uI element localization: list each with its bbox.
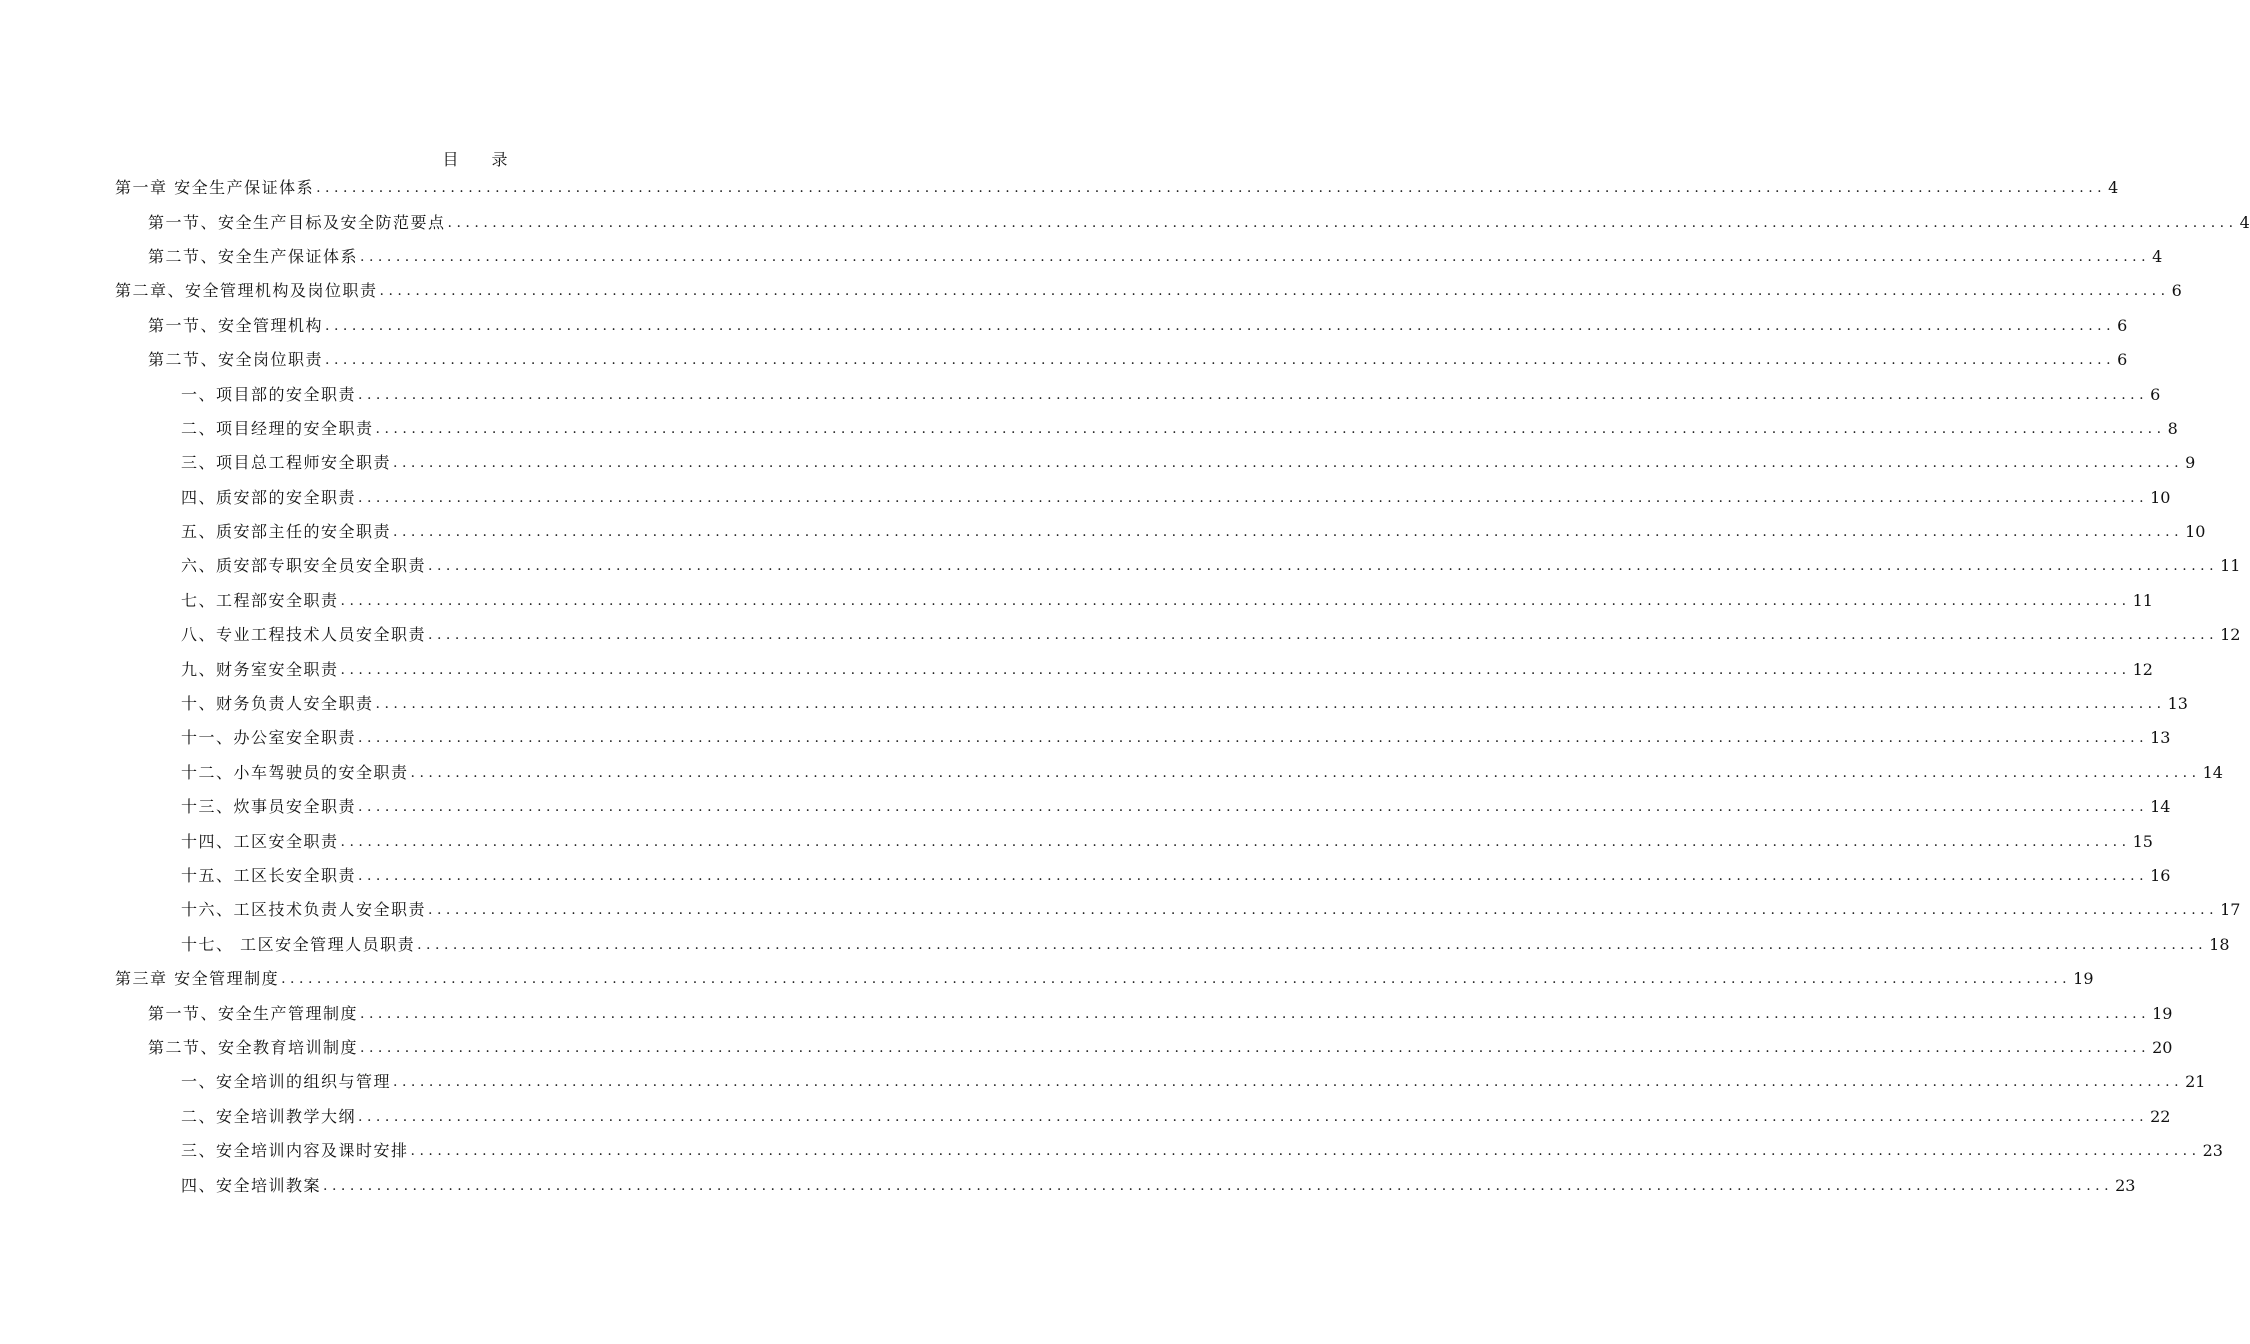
toc-page-number: 16 bbox=[2150, 866, 2171, 885]
toc-entry[interactable] bbox=[0, 481, 2171, 515]
dot-leader: ........................................................................................................................................................................................................ bbox=[340, 661, 2131, 678]
toc-entry[interactable] bbox=[0, 893, 2241, 927]
dot-leader: ........................................................................................................................................................................................................ bbox=[410, 1143, 2201, 1160]
toc-entry[interactable] bbox=[0, 515, 2206, 549]
toc-page-number: 12 bbox=[2220, 625, 2241, 645]
toc-page-number: 19 bbox=[2152, 1003, 2173, 1023]
dot-leader: ........................................................................................................................................................................................................ bbox=[393, 1074, 2184, 1091]
toc-entry[interactable] bbox=[0, 1100, 2171, 1134]
toc-entry[interactable] bbox=[0, 756, 2223, 790]
toc-page-number: 23 bbox=[2202, 1141, 2223, 1161]
toc-page-number: 23 bbox=[2115, 1175, 2136, 1195]
toc-entry-text: 第三章 安全管理制度 bbox=[115, 969, 280, 989]
toc-page-number: 21 bbox=[2185, 1072, 2206, 1092]
toc-page-number: 13 bbox=[2150, 728, 2171, 748]
toc-entry-text: 九、财务室安全职责 bbox=[181, 659, 339, 679]
toc-entry-text: 四、安全培训教案 bbox=[181, 1175, 322, 1195]
dot-leader: ........................................................................................................................................................................................................ bbox=[360, 248, 2151, 265]
toc-page-number: 4 bbox=[2108, 178, 2119, 198]
toc-entry-text: 八、专业工程技术人员安全职责 bbox=[181, 625, 427, 645]
toc-entry-text: 四、质安部的安全职责 bbox=[181, 487, 357, 507]
dot-leader: ........................................................................................................................................................................................................ bbox=[325, 317, 2116, 334]
toc-entry[interactable] bbox=[0, 309, 2128, 343]
toc-page-number: 22 bbox=[2150, 1106, 2171, 1126]
toc-entry-text: 三、项目总工程师安全职责 bbox=[181, 453, 392, 473]
dot-leader: ........................................................................................................................................................................................................ bbox=[358, 386, 2149, 403]
toc-entry-text: 第二节、安全教育培训制度 bbox=[148, 1037, 359, 1057]
toc-entry[interactable] bbox=[0, 240, 2163, 274]
toc-entry[interactable] bbox=[0, 1134, 2223, 1168]
toc-entry-text: 第一节、安全生产目标及安全防范要点 bbox=[148, 212, 446, 232]
toc-entry-text: 五、质安部主任的安全职责 bbox=[181, 522, 392, 542]
toc-entry[interactable] bbox=[0, 996, 2173, 1030]
dot-leader: ........................................................................................................................................................................................................ bbox=[340, 592, 2131, 609]
toc-entry-text: 第二节、安全岗位职责 bbox=[148, 350, 324, 370]
toc-page-number: 15 bbox=[2132, 831, 2153, 851]
dot-leader: ........................................................................................................................................................................................................ bbox=[393, 524, 2184, 541]
toc-page-number: 18 bbox=[2209, 934, 2230, 954]
toc-entry[interactable] bbox=[0, 584, 2153, 618]
dot-leader: ........................................................................................................................................................................................................ bbox=[358, 868, 2149, 884]
dot-leader: ........................................................................................................................................................................................................ bbox=[323, 1177, 2114, 1194]
toc-entry-text: 七、工程部安全职责 bbox=[181, 590, 339, 610]
dot-leader: ........................................................................................................................................................................................................ bbox=[375, 420, 2166, 437]
toc-entry-text: 三、安全培训内容及课时安排 bbox=[181, 1141, 409, 1161]
toc-entry-text: 第二节、安全生产保证体系 bbox=[148, 246, 359, 266]
dot-leader: ........................................................................................................................................................................................................ bbox=[379, 283, 2170, 300]
toc-entry-text: 十一、办公室安全职责 bbox=[181, 728, 357, 748]
toc-entry[interactable] bbox=[0, 343, 2128, 377]
toc-entry[interactable] bbox=[0, 721, 2171, 755]
dot-leader: ........................................................................................................................................................................................................ bbox=[360, 1039, 2151, 1056]
dot-leader: ........................................................................................................................................................................................................ bbox=[340, 833, 2131, 850]
dot-leader: ........................................................................................................................................................................................................ bbox=[358, 799, 2149, 816]
toc-entry[interactable] bbox=[0, 1031, 2173, 1065]
toc-page-number: 6 bbox=[2150, 384, 2161, 404]
toc-entry-text: 二、项目经理的安全职责 bbox=[181, 418, 374, 438]
toc-entry[interactable] bbox=[0, 171, 2119, 205]
toc-title: 目 录 bbox=[442, 150, 522, 169]
toc-entry[interactable] bbox=[0, 962, 2094, 996]
toc-page-number: 12 bbox=[2132, 659, 2153, 679]
toc-entry-text: 十六、工区技术负责人安全职责 bbox=[181, 900, 427, 920]
dot-leader: ........................................................................................................................................................................................................ bbox=[325, 352, 2116, 369]
toc-page-number: 8 bbox=[2167, 418, 2178, 438]
toc-entry-text: 十、财务负责人安全职责 bbox=[181, 694, 374, 714]
toc-entry-text: 第一节、安全管理机构 bbox=[148, 315, 324, 335]
toc-entry[interactable] bbox=[0, 274, 2182, 308]
toc-entry-text: 第一节、安全生产管理制度 bbox=[148, 1003, 359, 1023]
toc-page-number: 9 bbox=[2185, 453, 2196, 473]
toc-entry[interactable] bbox=[0, 928, 2230, 962]
toc-entry[interactable] bbox=[0, 1065, 2206, 1099]
toc-page-number: 14 bbox=[2150, 797, 2171, 817]
dot-leader: ........................................................................................................................................................................................................ bbox=[358, 730, 2149, 747]
toc-page-number: 6 bbox=[2117, 350, 2128, 370]
dot-leader: ........................................................................................................................................................................................................ bbox=[428, 902, 2219, 919]
toc-page-number: 11 bbox=[2132, 590, 2153, 610]
toc-page-number: 6 bbox=[2171, 281, 2182, 301]
dot-leader: ........................................................................................................................................................................................................ bbox=[417, 936, 2208, 953]
toc-entry-text: 十三、炊事员安全职责 bbox=[181, 797, 357, 817]
toc-entry[interactable] bbox=[0, 446, 2196, 480]
toc-entry[interactable] bbox=[0, 549, 2241, 583]
dot-leader: ........................................................................................................................................................................................................ bbox=[281, 971, 2072, 988]
toc-entry[interactable] bbox=[0, 205, 2250, 239]
toc-entry[interactable] bbox=[0, 1168, 2136, 1202]
toc-page-number: 4 bbox=[2239, 212, 2250, 232]
toc-page-number: 17 bbox=[2220, 900, 2241, 920]
toc-entry[interactable] bbox=[0, 687, 2188, 721]
toc-entry-text: 十二、小车驾驶员的安全职责 bbox=[181, 762, 409, 782]
toc-entry[interactable] bbox=[0, 412, 2178, 446]
toc-entry[interactable] bbox=[0, 377, 2161, 411]
dot-leader: ........................................................................................................................................................................................................ bbox=[360, 1005, 2151, 1022]
toc-page-number: 6 bbox=[2117, 315, 2128, 335]
dot-leader: ........................................................................................................................................................................................................ bbox=[428, 558, 2219, 575]
dot-leader: ........................................................................................................................................................................................................ bbox=[358, 1108, 2149, 1125]
table-of-contents bbox=[0, 171, 2250, 1203]
dot-leader: ........................................................................................................................................................................................................ bbox=[316, 180, 2107, 197]
toc-entry-text: 二、安全培训教学大纲 bbox=[181, 1106, 357, 1126]
toc-entry-text: 第一章 安全生产保证体系 bbox=[115, 178, 315, 198]
dot-leader: ........................................................................................................................................................................................................ bbox=[358, 489, 2149, 506]
toc-entry[interactable] bbox=[0, 790, 2171, 824]
toc-entry[interactable] bbox=[0, 652, 2153, 686]
toc-entry-text: 一、项目部的安全职责 bbox=[181, 384, 357, 404]
toc-page-number: 13 bbox=[2167, 694, 2188, 714]
toc-page-number: 14 bbox=[2202, 762, 2223, 782]
toc-entry[interactable] bbox=[0, 824, 2153, 858]
toc-page-number: 4 bbox=[2152, 246, 2163, 266]
toc-page-number: 10 bbox=[2150, 487, 2171, 507]
dot-leader: ........................................................................................................................................................................................................ bbox=[410, 764, 2201, 781]
toc-page-number: 20 bbox=[2152, 1037, 2173, 1057]
dot-leader: ........................................................................................................................................................................................................ bbox=[393, 455, 2184, 472]
toc-page-number: 19 bbox=[2073, 969, 2094, 989]
dot-leader: ........................................................................................................................................................................................................ bbox=[428, 627, 2219, 644]
dot-leader: ........................................................................................................................................................................................................ bbox=[447, 214, 2238, 231]
toc-entry[interactable] bbox=[0, 859, 2171, 893]
toc-page-number: 11 bbox=[2220, 556, 2241, 576]
toc-entry[interactable] bbox=[0, 618, 2241, 652]
toc-entry-text: 十五、工区长安全职责 bbox=[181, 866, 357, 885]
toc-entry-text: 一、安全培训的组织与管理 bbox=[181, 1072, 392, 1092]
toc-entry-text: 十四、工区安全职责 bbox=[181, 831, 339, 851]
toc-entry-text: 六、质安部专职安全员安全职责 bbox=[181, 556, 427, 576]
toc-entry-text: 十七、 工区安全管理人员职责 bbox=[181, 934, 416, 954]
toc-entry-text: 第二章、安全管理机构及岗位职责 bbox=[115, 281, 378, 301]
dot-leader: ........................................................................................................................................................................................................ bbox=[375, 696, 2166, 713]
toc-page-number: 10 bbox=[2185, 522, 2206, 542]
